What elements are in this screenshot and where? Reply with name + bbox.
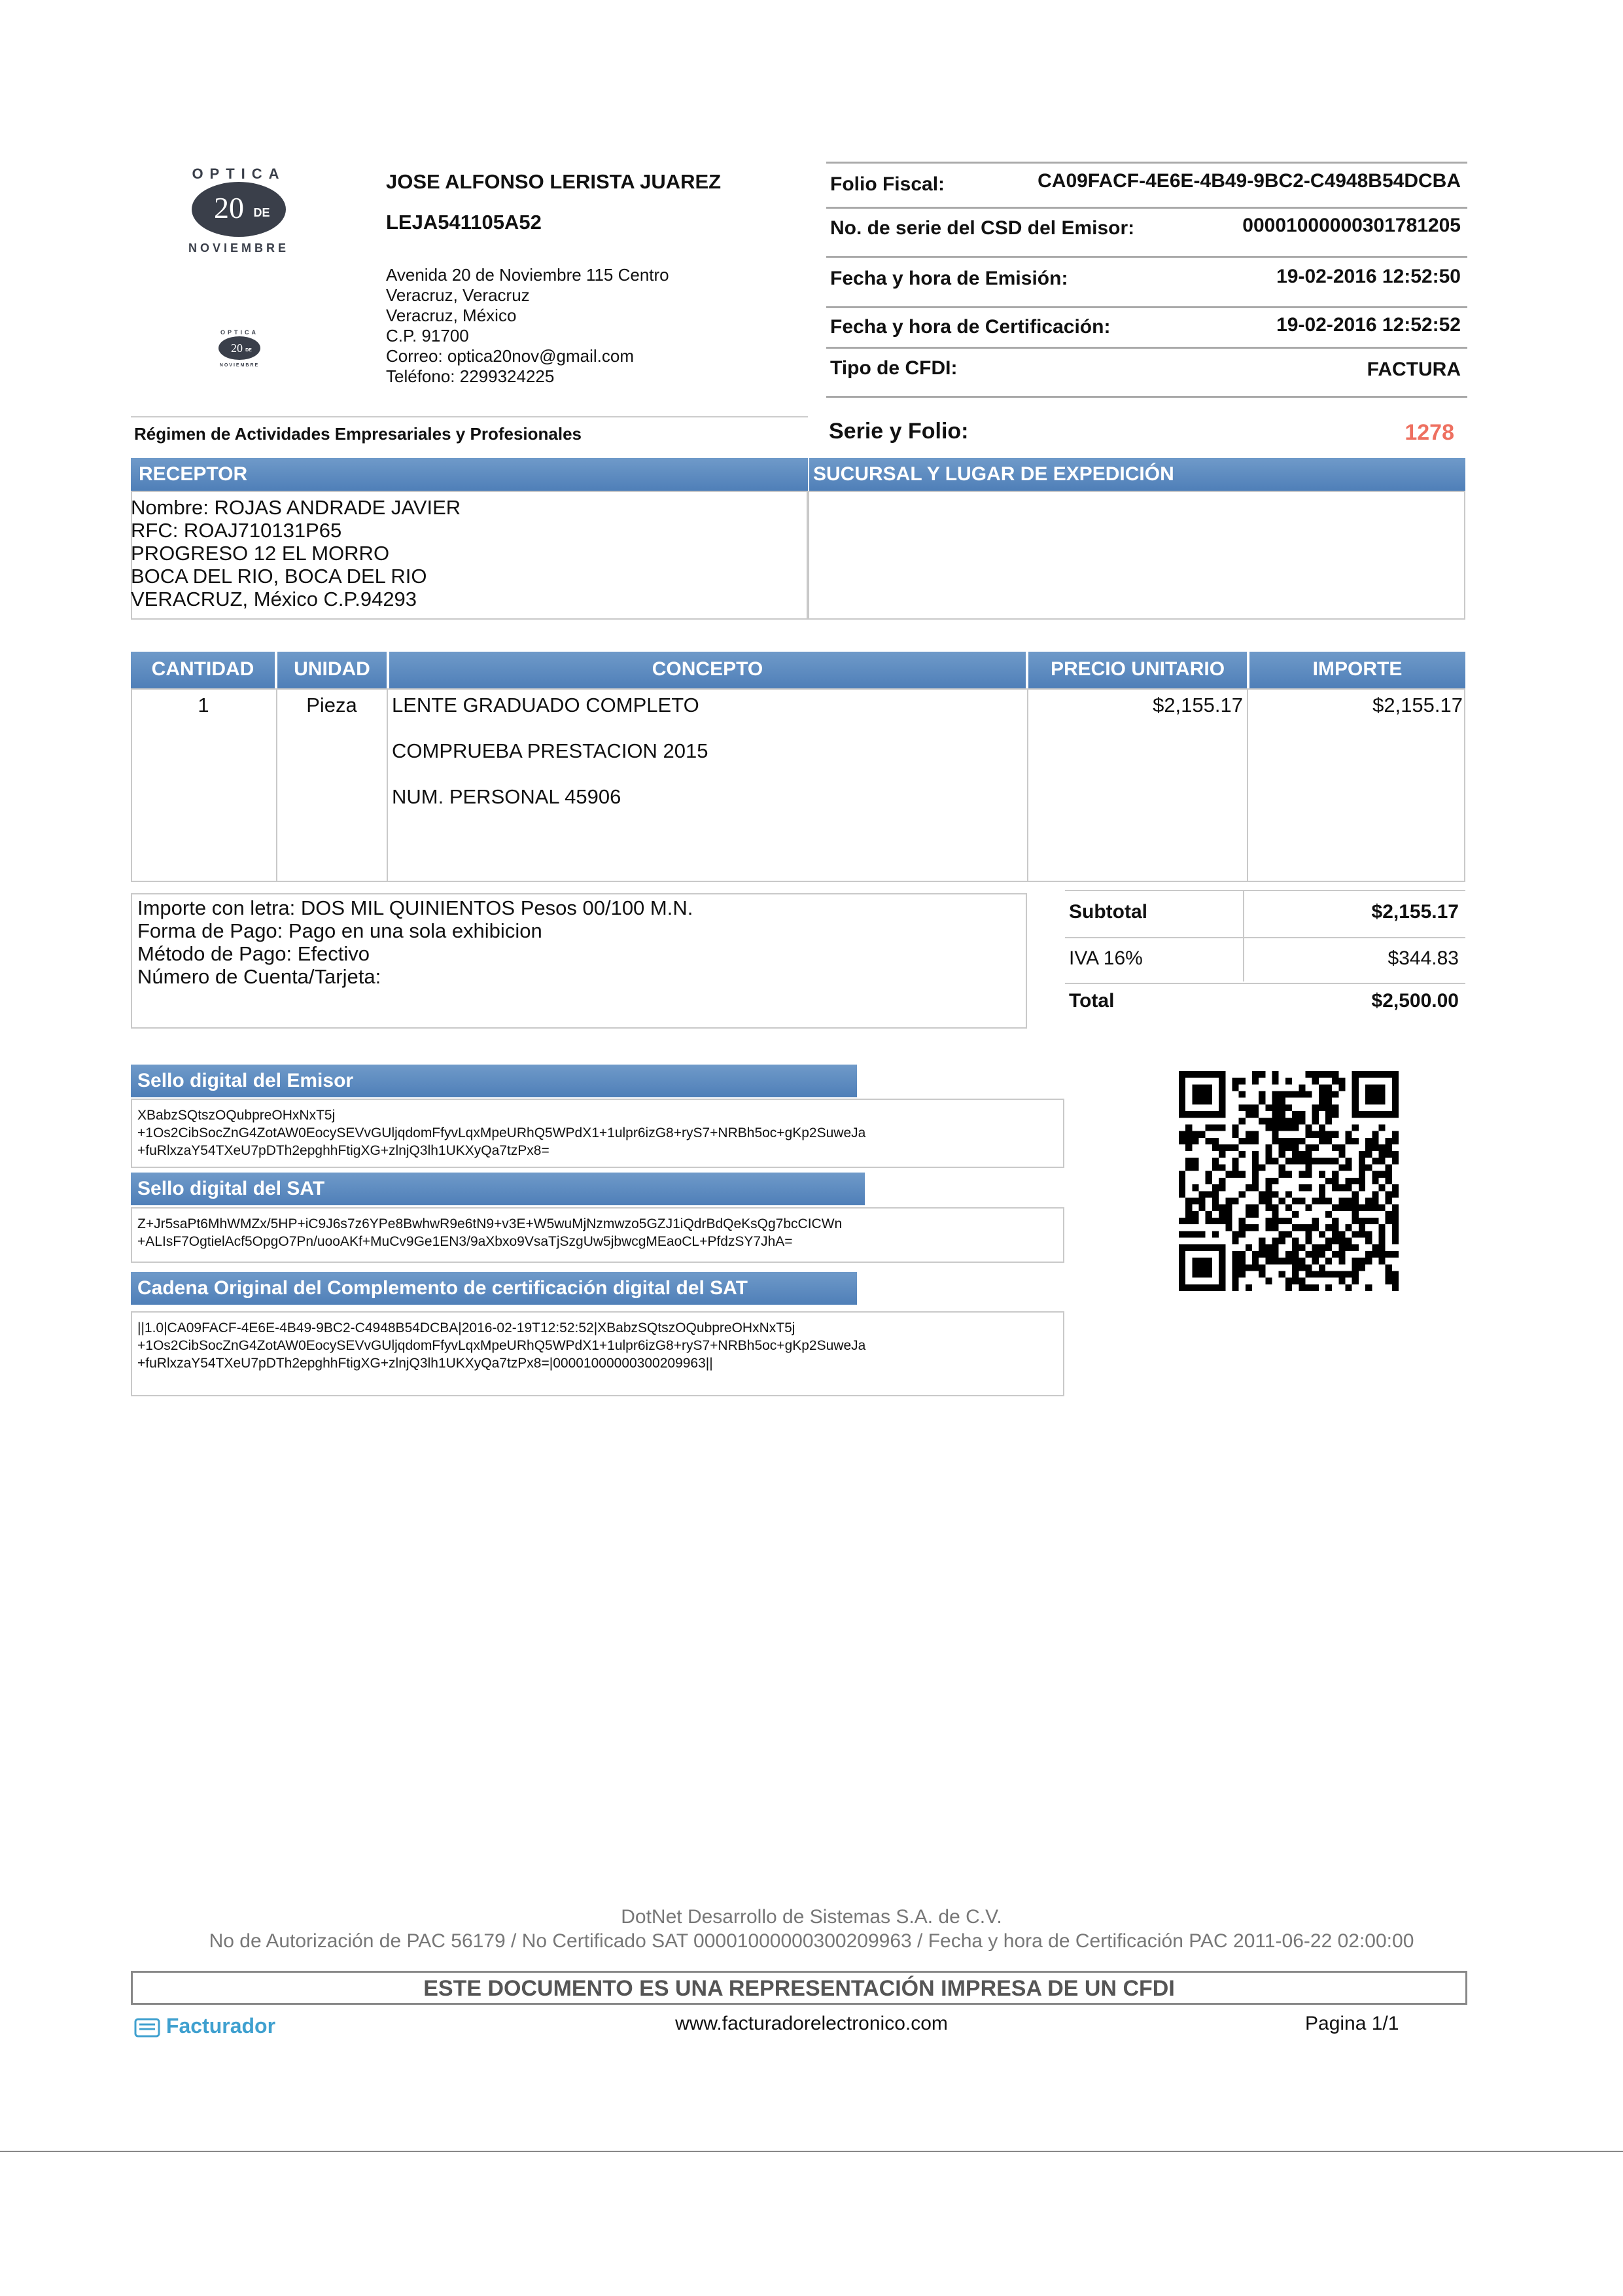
col-cantidad (131, 688, 277, 882)
serie-csd-value: 00001000000301781205 (1242, 215, 1461, 236)
col-unidad-header: UNIDAD (277, 652, 387, 688)
sello-emisor-line: +fuRlxzaY54TXeU7pDTh2epghhFtigXG+zlnjQ3lh1UKXyQa7tzPx8= (137, 1143, 550, 1158)
total-value: $2,500.00 (1371, 990, 1459, 1012)
total-row (1065, 981, 1465, 1027)
logo-de: DE (253, 206, 270, 219)
item-concepto-line: NUM. PERSONAL 45906 (392, 785, 621, 808)
optica-logo-small (208, 327, 271, 369)
importe-con-letra: Importe con letra: DOS MIL QUINIENTOS Pesos 00/100 M.N. (137, 896, 693, 919)
receptor-rfc: RFC: ROAJ710131P65 (131, 519, 342, 542)
subtotal-value: $2,155.17 (1371, 901, 1459, 923)
sucursal-header: SUCURSAL Y LUGAR DE EXPEDICIÓN (809, 458, 1465, 491)
pac-certificate-line: No de Autorización de PAC 56179 / No Certificado SAT 00001000000300209963 / Fecha y hora de Certificación PAC 2011-06-22 02:00:00 (209, 1930, 1414, 1952)
receptor-municipio: BOCA DEL RIO, BOCA DEL RIO (131, 565, 427, 588)
logo-small-number: 20 (231, 342, 243, 355)
regimen-fiscal: Régimen de Actividades Empresariales y Profesionales (134, 424, 582, 444)
sello-emisor-header: Sello digital del Emisor (131, 1065, 857, 1097)
serie-csd-label: No. de serie del CSD del Emisor: (830, 217, 1135, 239)
folio-fiscal-row (826, 162, 1467, 209)
tipo-cfdi-label: Tipo de CFDI: (830, 357, 958, 379)
col-importe (1247, 688, 1465, 882)
serie-csd-row (826, 207, 1467, 255)
optica-logo (164, 160, 314, 258)
cadena-original-box (131, 1311, 1064, 1396)
footer-url[interactable]: www.facturadorelectronico.com (675, 2013, 948, 2034)
col-importe-header: IMPORTE (1249, 652, 1465, 688)
item-importe: $2,155.17 (1372, 694, 1463, 716)
item-precio: $2,155.17 (1153, 694, 1243, 716)
pago-details (137, 896, 693, 988)
divider (1243, 890, 1244, 981)
emisor-address-line: C.P. 91700 (386, 326, 469, 345)
emisor-address-line: Avenida 20 de Noviembre 115 Centro (386, 265, 669, 285)
col-cantidad-header: CANTIDAD (131, 652, 275, 688)
receptor-details (131, 496, 461, 610)
iva-value: $344.83 (1387, 947, 1459, 969)
emisor-email: Correo: optica20nov@gmail.com (386, 346, 635, 366)
iva-label: IVA 16% (1069, 947, 1143, 969)
sello-sat-box (131, 1207, 1064, 1263)
cadena-original-text (132, 1313, 1063, 1379)
col-concepto-header: CONCEPTO (389, 652, 1026, 688)
sello-sat-text (132, 1209, 1063, 1257)
metodo-de-pago: Método de Pago: Efectivo (137, 942, 370, 965)
total-label: Total (1069, 990, 1115, 1012)
sello-sat-header: Sello digital del SAT (131, 1173, 865, 1205)
forma-de-pago: Forma de Pago: Pago en una sola exhibicion (137, 919, 542, 942)
receptor-calle: PROGRESO 12 EL MORRO (131, 542, 390, 565)
numero-de-cuenta: Número de Cuenta/Tarjeta: (137, 965, 381, 988)
emisor-rfc: LEJA541105A52 (386, 211, 542, 234)
sucursal-box (808, 491, 1465, 620)
sello-emisor-line: XBabzSQtszOQubpreOHxNxT5j (137, 1108, 336, 1123)
receptor-header: RECEPTOR (131, 458, 808, 491)
cadena-original-line: +1Os2CibSocZnG4ZotAW0EocySEVvGUljqdomFfyvLqxMpeURhQ5WPdX1+1ulpr6izG8+ryS7+NRBh5oc+gKp2SuweJa (137, 1338, 866, 1353)
emision-label: Fecha y hora de Emisión: (830, 268, 1068, 289)
emision-row (826, 256, 1467, 304)
logo-small-bottom-text: NOVIEMBRE (219, 363, 260, 368)
cfdi-disclaimer: ESTE DOCUMENTO ES UNA REPRESENTACIÓN IMPRESA DE UN CFDI (131, 1971, 1467, 2005)
page-number: Pagina 1/1 (1305, 2013, 1399, 2034)
logo-number: 20 (214, 191, 244, 224)
folio-fiscal-value: CA09FACF-4E6E-4B49-9BC2-C4948B54DCBA (1038, 170, 1461, 192)
folio-fiscal-label: Folio Fiscal: (830, 173, 945, 195)
cadena-original-line: +fuRlxzaY54TXeU7pDTh2epghhFtigXG+zlnjQ3lh1UKXyQa7tzPx8=|00001000000300209963|| (137, 1356, 713, 1371)
col-precio-header: PRECIO UNITARIO (1028, 652, 1247, 688)
sello-emisor-line: +1Os2CibSocZnG4ZotAW0EocySEVvGUljqdomFfyvLqxMpeURhQ5WPdX1+1ulpr6izG8+ryS7+NRBh5oc+gKp2SuweJa (137, 1125, 866, 1140)
serie-folio-value: 1278 (1405, 420, 1454, 445)
page-bottom-line (0, 2151, 1623, 2152)
item-concepto-line: COMPRUEBA PRESTACION 2015 (392, 739, 708, 762)
emisor-name: JOSE ALFONSO LERISTA JUAREZ (386, 170, 722, 193)
divider (131, 416, 808, 417)
qr-code (1179, 1071, 1399, 1291)
tipo-cfdi-row (826, 347, 1467, 398)
cadena-original-header: Cadena Original del Complemento de certificación digital del SAT (131, 1272, 857, 1305)
logo-small-de: DE (245, 348, 252, 353)
subtotal-label: Subtotal (1069, 901, 1147, 923)
logo-bottom-text: NOVIEMBRE (188, 241, 290, 255)
col-unidad (276, 688, 388, 882)
emisor-phone: Teléfono: 2299324225 (386, 366, 555, 386)
receptor-nombre: Nombre: ROJAS ANDRADE JAVIER (131, 496, 461, 519)
sello-sat-line: +ALIsF7OgtielAcf5OpgO7Pn/uooAKf+MuCv9Ge1EN3/9aXbxo9VsaTjSzgUw5jbwcgMEaoCL+PfdzSY7JhA= (137, 1234, 793, 1249)
certificacion-value: 19-02-2016 12:52:52 (1276, 314, 1461, 336)
logo-small-top-text: OPTICA (220, 329, 259, 336)
item-concepto-line: LENTE GRADUADO COMPLETO (392, 694, 699, 716)
emision-value: 19-02-2016 12:52:50 (1276, 266, 1461, 287)
certificacion-label: Fecha y hora de Certificación: (830, 316, 1111, 338)
logo-top-text: OPTICA (192, 166, 286, 182)
sello-emisor-box (131, 1099, 1064, 1168)
receptor-estado: VERACRUZ, México C.P.94293 (131, 588, 417, 610)
item-unidad: Pieza (306, 694, 357, 716)
subtotal-row (1065, 890, 1465, 938)
cadena-original-line: ||1.0|CA09FACF-4E6E-4B49-9BC2-C4948B54DCBA|2016-02-19T12:52:52|XBabzSQtszOQubpreOHxNxT5j (137, 1320, 795, 1335)
sello-sat-line: Z+Jr5saPt6MhWMZx/5HP+iC9J6s7z6YPe8BwhwR9e6tN9+v3E+W5wuMjNzmwzo5GZJ1iQdrBdQeKsQg7bcCICWn (137, 1216, 843, 1231)
col-precio (1027, 688, 1248, 882)
emisor-address-line: Veracruz, Veracruz (386, 285, 530, 305)
tipo-cfdi-value: FACTURA (1367, 359, 1461, 380)
pac-company: DotNet Desarrollo de Sistemas S.A. de C.V. (621, 1906, 1002, 1928)
emisor-address (386, 265, 669, 387)
serie-folio-label: Serie y Folio: (829, 419, 969, 444)
item-cantidad: 1 (198, 694, 209, 716)
iva-row (1065, 937, 1465, 984)
sello-emisor-text (132, 1100, 1063, 1166)
emisor-address-line: Veracruz, México (386, 306, 517, 325)
facturador-brand: Facturador (166, 2014, 276, 2038)
